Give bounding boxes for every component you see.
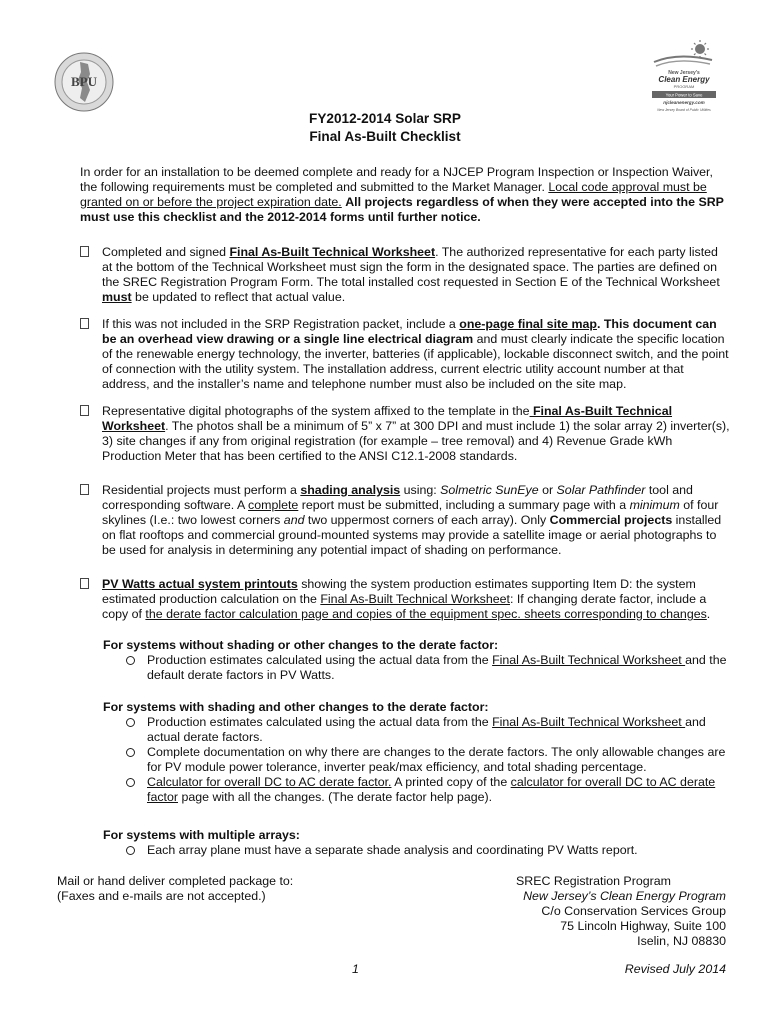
and-emphasis: and: [283, 513, 305, 527]
suneye-name: Solmetric SunEye: [440, 483, 539, 497]
text-run: report must be submitted, including a summary page with a: [298, 498, 630, 512]
document-subtitle: Final As-Built Checklist: [309, 129, 461, 144]
shading-analysis-emphasis: shading analysis: [300, 483, 401, 497]
text-run: two uppermost corners of each array). Only: [304, 513, 550, 527]
checkbox-icon[interactable]: [80, 578, 89, 589]
checklist-item-worksheet: [80, 245, 730, 305]
checklist-item-text: [102, 404, 730, 464]
text-run: installed on flat rooftops and commercial ground-mounted systems may provide a satellite image or aerial photographs to be used for analysis in determining any potential impact of shading on performance.: [102, 513, 722, 557]
intro-text: In order for an installation to be deemed complete and ready for a NJCEP Program Inspection or Inspection Waiver, the following requirements must be completed and submitted to the Market Manager.: [80, 165, 713, 194]
page-number: 1: [352, 962, 359, 976]
text-run: be updated to reflect that actual value.: [131, 290, 346, 304]
logo-line3: PROGRAM: [673, 84, 695, 89]
text-run: A printed copy of the: [391, 775, 511, 789]
complete-emphasis: complete: [248, 498, 299, 512]
bpu-logo-text: BPU: [71, 74, 97, 89]
calculator-link[interactable]: Calculator for overall DC to AC derate factor.: [147, 775, 392, 789]
worksheet-link: Final As-Built Technical Worksheet: [320, 592, 510, 606]
list-item: [103, 843, 728, 858]
intro-bold-note: All projects regardless of when they were accepted into the SRP must use this checklist and the 2012-2014 forms until further notice.: [80, 195, 724, 224]
bullet-circle-icon: [126, 718, 135, 727]
text-run: page with all the changes. (The derate factor help page).: [178, 790, 493, 804]
text-run: .: [706, 607, 711, 621]
derate-copy-note: the derate factor calculation page and copies of the equipment spec. sheets corresponding to changes: [145, 607, 707, 621]
calculator-link[interactable]: calculator for overall DC to AC derate factor: [147, 775, 716, 804]
text-run: and the default derate factors in PV Watts.: [147, 653, 727, 682]
text-run: Production estimates calculated using the actual data from the: [147, 653, 493, 667]
logo-board: New Jersey Board of Public Utilities: [657, 108, 711, 112]
text-run: and must clearly indicate the specific location of the renewable energy technology, the inverter, batteries (if applicable), lockable disconnect switch, and the point of connection with the utility system. The installation address, current electric utility account number at that address, and the installer’s name and telephone number must also be included on the site map.: [102, 332, 729, 391]
address-line: Iselin, NJ 08830: [637, 934, 726, 948]
checkbox-icon[interactable]: [80, 318, 89, 329]
list-item: [103, 745, 728, 775]
worksheet-link: Final As-Built Technical Worksheet: [492, 715, 686, 729]
text-run: Representative digital photographs of the system affixed to the template in the: [102, 404, 530, 418]
checklist-item-text: [102, 577, 730, 622]
worksheet-link: Final As-Built Technical Worksheet: [229, 245, 436, 259]
worksheet-link: Final As-Built Technical Worksheet: [492, 653, 686, 667]
logo-line2: Clean Energy: [658, 75, 710, 84]
pathfinder-name: Solar Pathfinder: [556, 483, 646, 497]
checkbox-icon[interactable]: [80, 405, 89, 416]
checkbox-icon[interactable]: [80, 246, 89, 257]
section-no-shading: [103, 638, 728, 683]
logo-website: njcleanenergy.com: [663, 100, 705, 105]
commercial-emphasis: Commercial projects: [549, 513, 673, 527]
logo-tagline: Your Power to Save: [665, 92, 703, 98]
text-run: and actual derate factors.: [147, 715, 706, 744]
address-line: C/o Conservation Services Group: [541, 904, 726, 918]
bullet-circle-icon: [126, 846, 135, 855]
bullet-circle-icon: [126, 778, 135, 787]
checkbox-icon[interactable]: [80, 484, 89, 495]
worksheet-link: Final As-Built Technical Worksheet: [102, 404, 673, 433]
bpu-seal-logo: [54, 52, 114, 112]
checklist-item-site-map: [80, 317, 730, 392]
mail-instructions: [57, 874, 293, 904]
logo-line1: New Jersey's: [668, 70, 700, 76]
list-item: [103, 653, 728, 683]
clean-energy-program-logo: [648, 40, 720, 114]
mail-instruction-line: Mail or hand deliver completed package to:: [57, 874, 294, 888]
pv-watts-emphasis: PV Watts actual system printouts: [102, 577, 298, 591]
intro-paragraph: [80, 165, 728, 225]
checklist-item-shading-analysis: [80, 483, 730, 558]
section-multiple-arrays: [103, 828, 728, 858]
drawing-emphasis: overhead view drawing or a single line electrical diagram: [137, 332, 474, 346]
list-item: [103, 775, 728, 805]
document-title: FY2012-2014 Solar SRP: [309, 111, 461, 126]
bullet-circle-icon: [126, 656, 135, 665]
text-run: . This document can be an: [102, 317, 717, 346]
text-run: tool and corresponding software. A: [102, 483, 693, 512]
text-run: Complete documentation on why there are changes to the derate factors. The only allowable changes are for PV module power tolerance, inverter peak/max efficiency, and total shading percentage.: [147, 745, 726, 774]
section-heading: For systems without shading or other changes to the derate factor:: [103, 638, 499, 652]
text-run: Completed and signed: [102, 245, 230, 259]
list-item: [103, 715, 728, 745]
checklist-item-pv-watts: [80, 577, 730, 622]
bullet-circle-icon: [126, 748, 135, 757]
text-run: or: [538, 483, 557, 497]
text-run: showing the system production estimates supporting Item D: the system estimated production calculation on the: [102, 577, 696, 606]
text-run: : If changing derate factor, include a copy of: [102, 592, 707, 621]
text-run: using:: [400, 483, 441, 497]
intro-local-code: Local code approval must be granted on or before the project expiration date.: [80, 180, 707, 209]
checklist-item-photographs: [80, 404, 730, 464]
must-emphasis: must: [102, 290, 132, 304]
text-run: of four skylines (I.e.: two lowest corners: [102, 498, 719, 527]
text-run: Residential projects must perform a: [102, 483, 301, 497]
checklist-item-text: [102, 245, 730, 305]
text-run: . The photos shall be a minimum of 5” x 7” at 300 DPI and must include 1) the solar array 2) inverter(s), 3) site changes if any from original registration (for example – tree removal) and 4) Revenue Grade kWh Production Meter that has been certified to the ANSI C12.1-2008 standards.: [102, 419, 730, 463]
section-heading: For systems with multiple arrays:: [103, 828, 300, 842]
checklist-item-text: [102, 483, 730, 558]
text-run: . The authorized representative for each party listed at the bottom of the Technical Worksheet must sign the form in the designated space. The parties are defined on the SREC Registration Program Form. The total installed cost requested in Section E of the Technical Worksheet: [102, 245, 720, 289]
section-heading: For systems with shading and other changes to the derate factor:: [103, 700, 489, 714]
minimum-emphasis: minimum: [629, 498, 680, 512]
address-line: New Jersey’s Clean Energy Program: [523, 889, 726, 903]
text-run: Each array plane must have a separate shade analysis and coordinating PV Watts report.: [147, 843, 638, 857]
address-line: SREC Registration Program: [516, 874, 671, 888]
mailing-address: [470, 874, 726, 949]
text-run: If this was not included in the SRP Registration packet, include a: [102, 317, 460, 331]
address-line: 75 Lincoln Highway, Suite 100: [560, 919, 726, 933]
section-with-shading: [103, 700, 728, 805]
text-run: Production estimates calculated using the actual data from the: [147, 715, 493, 729]
revision-date: Revised July 2014: [624, 962, 726, 976]
site-map-emphasis: one-page final site map: [459, 317, 597, 331]
mail-instruction-line: (Faxes and e-mails are not accepted.): [57, 889, 266, 903]
checklist-item-text: [102, 317, 730, 392]
